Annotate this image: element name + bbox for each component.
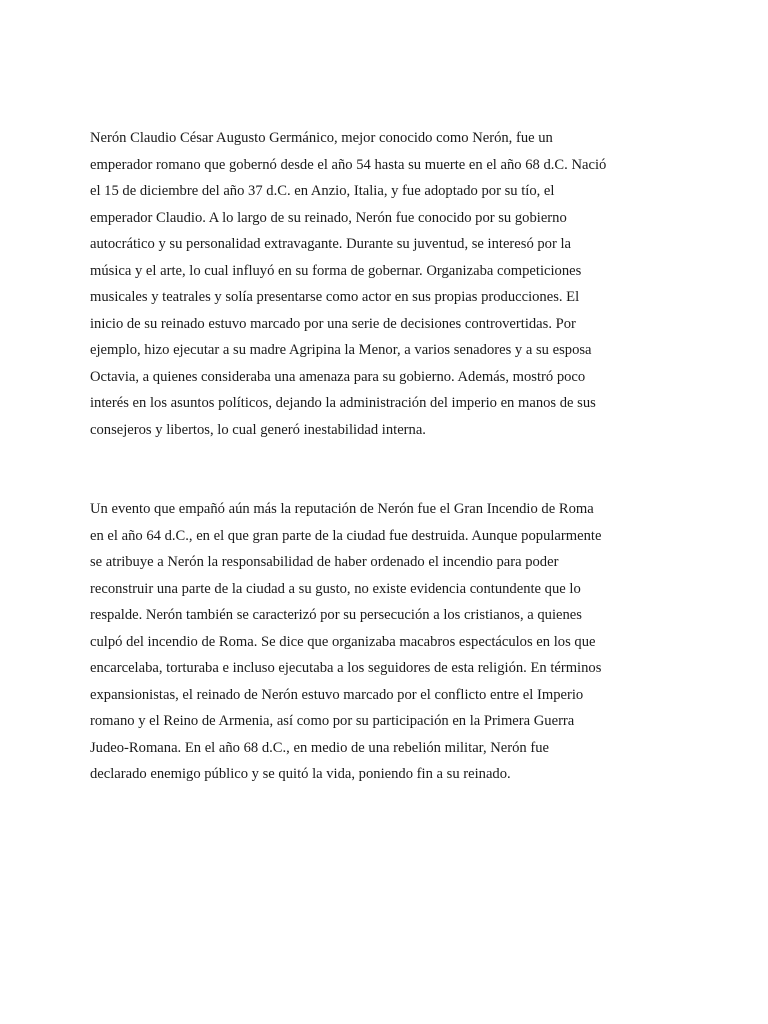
paragraph-2-line: Un evento que empañó aún más la reputación de Nerón fue el Gran Incendio de Roma xyxy=(90,501,594,517)
paragraph-2-line: romano y el Reino de Armenia, así como por su participación en la Primera Guerra xyxy=(90,713,575,729)
paragraph-2-line: declarado enemigo público y se quitó la vida, poniendo fin a su reinado. xyxy=(90,766,511,782)
paragraph-2-line: reconstruir una parte de la ciudad a su gusto, no existe evidencia contundente que lo xyxy=(90,580,581,597)
paragraph-1-line: interés en los asuntos políticos, dejando la administración del imperio en manos de sus xyxy=(90,395,596,411)
paragraph-1-line: el 15 de diciembre del año 37 d.C. en Anzio, Italia, y fue adoptado por su tío, el xyxy=(90,183,555,199)
paragraph-1-line: autocrático y su personalidad extravagante. Durante su juventud, se interesó por la xyxy=(90,236,572,252)
paragraph-2-line: encarcelaba, torturaba e incluso ejecutaba a los seguidores de esta religión. En términos xyxy=(90,660,602,676)
paragraph-2-line: respalde. Nerón también se caracterizó por su persecución a los cristianos, a quienes xyxy=(90,607,582,623)
paragraph-1-line: consejeros y libertos, lo cual generó inestabilidad interna. xyxy=(90,421,426,438)
paragraph-1-line: música y el arte, lo cual influyó en su forma de gobernar. Organizaba competiciones xyxy=(90,262,582,279)
paragraph-1-line: ejemplo, hizo ejecutar a su madre Agripina la Menor, a varios senadores y a su esposa xyxy=(90,342,592,358)
paragraph-1-line: emperador romano que gobernó desde el año 54 hasta su muerte en el año 68 d.C. Nació xyxy=(90,156,607,173)
paragraph-2-line: expansionistas, el reinado de Nerón estuvo marcado por el conflicto entre el Imperio xyxy=(90,686,584,703)
paragraph-2-line: en el año 64 d.C., en el que gran parte de la ciudad fue destruida. Aunque popularmente xyxy=(90,527,602,544)
paragraph-1-line: inicio de su reinado estuvo marcado por una serie de decisiones controvertidas. Por xyxy=(90,315,576,332)
paragraph-2-line: se atribuye a Nerón la responsabilidad de haber ordenado el incendio para poder xyxy=(90,554,559,570)
paragraph-1 xyxy=(90,125,690,443)
paragraph-1-line: musicales y teatrales y solía presentarse como actor en sus propias producciones. El xyxy=(90,289,580,305)
paragraph-2-line: Judeo-Romana. En el año 68 d.C., en medio de una rebelión militar, Nerón fue xyxy=(90,739,549,756)
paragraph-1-line: emperador Claudio. A lo largo de su reinado, Nerón fue conocido por su gobierno xyxy=(90,209,567,226)
paragraph-1-line: Octavia, a quienes consideraba una amenaza para su gobierno. Además, mostró poco xyxy=(90,368,586,385)
paragraph-2 xyxy=(90,496,690,788)
paragraph-2-line: culpó del incendio de Roma. Se dice que organizaba macabros espectáculos en los que xyxy=(90,633,596,650)
paragraph-1-line: Nerón Claudio César Augusto Germánico, mejor conocido como Nerón, fue un xyxy=(90,130,553,146)
